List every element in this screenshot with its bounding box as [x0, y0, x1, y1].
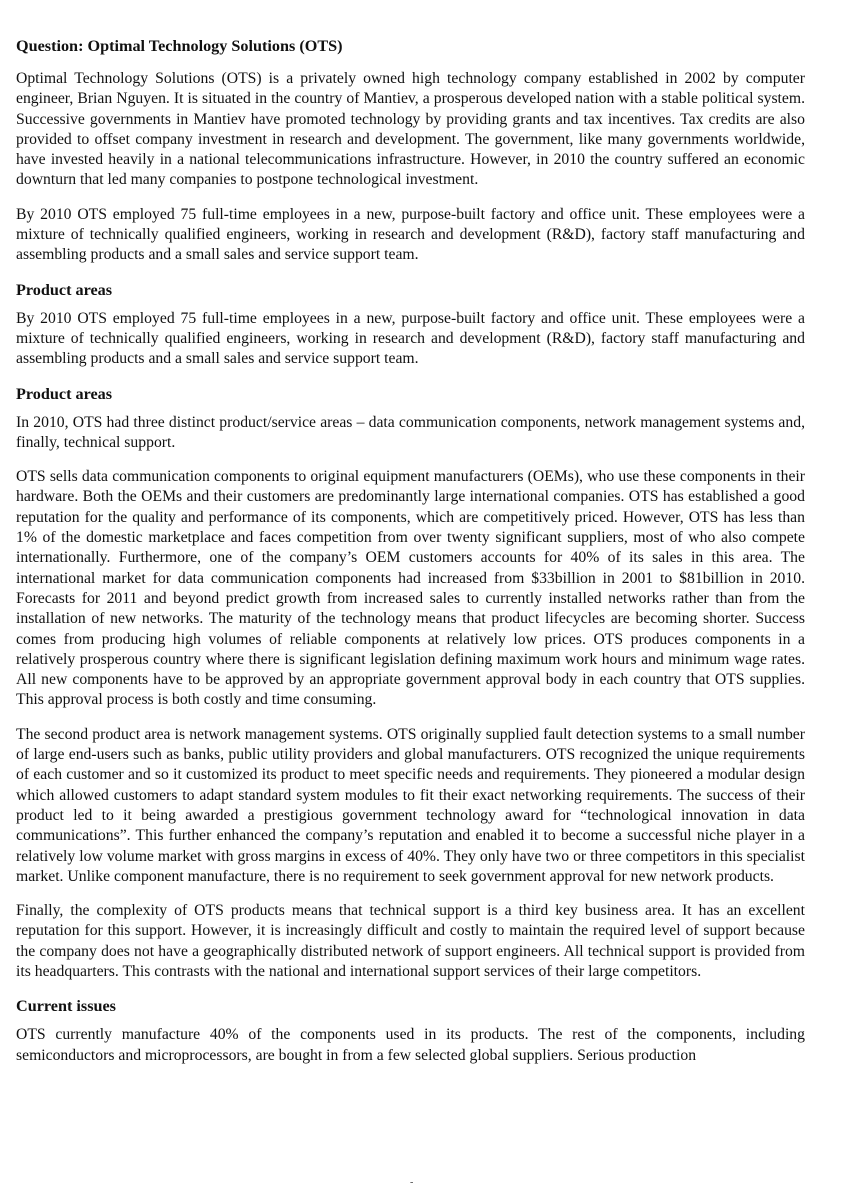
intro-paragraph-1: Optimal Technology Solutions (OTS) is a privately owned high technology company established in 2002 by computer engineer, Brian Nguyen. It is situated in the country of Mantiev, a prosperous developed nation with a stable political system. Successive governments in Mantiev have promoted technology by providing grants and tax incentives. Tax credits are also provided to offset company investment in research and development. The government, like many governments worldwide, have invested heavily in a national telecommunications infrastructure. However, in 2010 the country suffered an economic downturn that led many companies to postpone technological investment. — [16, 70, 805, 189]
product-areas-paragraph-network-systems: The second product area is network management systems. OTS originally supplied fault detection systems to a small number of large end-users such as banks, public utility providers and global manufacturers. OTS recognized the unique requirements of each customer and so it customized its product to meet specific needs and requirements. They pioneered a modular design which allowed customers to adapt standard system modules to fit their exact networking requirements. The success of their product led to it being awarded a prestigious government technology award for “technological innovation in data communications”. This further enhanced the company’s reputation and enabled it to become a successful niche player in a relatively low volume market with gross margins in excess of 40%. They only have two or three competitors in this specialist market. Unlike component manufacture, there is no requirement to seek government approval for new network products. — [16, 725, 805, 885]
intro-paragraph-2: By 2010 OTS employed 75 full-time employees in a new, purpose-built factory and office unit. These employees were a mixture of technically qualified engineers, working in research and development (R&D), factory staff manufacturing and assembling products and a small sales and service support team. — [16, 205, 805, 264]
section-heading-product-areas-1: Product areas — [16, 280, 113, 299]
document-page — [16, 36, 805, 1080]
section-heading-product-areas-2: Product areas — [16, 384, 113, 403]
product-areas-paragraph-1: By 2010 OTS employed 75 full-time employees in a new, purpose-built factory and office unit. These employees were a mixture of technically qualified engineers, working in research and development (R&D), factory staff manufacturing and assembling products and a small sales and service support team. — [16, 309, 805, 368]
page-number-mark: - — [410, 1177, 414, 1188]
section-heading-current-issues: Current issues — [16, 997, 116, 1016]
current-issues-paragraph-1: OTS currently manufacture 40% of the components used in its products. The rest of the components, including semiconductors and microprocessors, are bought in from a few selected global suppliers. Serious production — [16, 1026, 805, 1064]
page-title: Question: Optimal Technology Solutions (OTS) — [16, 37, 343, 55]
product-areas-paragraph-technical-support: Finally, the complexity of OTS products means that technical support is a third key business area. It has an excellent reputation for this support. However, it is increasingly difficult and costly to maintain the required level of support because the company does not have a geographically distributed network of support engineers. All technical support is provided from its headquarters. This contrasts with the national and international support services of their large competitors. — [16, 902, 805, 980]
product-areas-paragraph-overview: In 2010, OTS had three distinct product/service areas – data communication components, network management systems and, finally, technical support. — [16, 413, 805, 451]
product-areas-paragraph-components: OTS sells data communication components to original equipment manufacturers (OEMs), who use these components in their hardware. Both the OEMs and their customers are predominantly large international companies. OTS has established a good reputation for the quality and performance of its components, which are competitively priced. However, OTS has less than 1% of the domestic marketplace and faces competition from over twenty significant suppliers, most of who also compete internationally. Furthermore, one of the company’s OEM customers accounts for 40% of its sales in this area. The international market for data communication components had increased from $33billion in 2001 to $81billion in 2010. Forecasts for 2011 and beyond predict growth from increased sales to currently installed networks rather than from the installation of new networks. The maturity of the technology means that product lifecycles are becoming shorter. Success comes from producing high volumes of reliable components at relatively low prices. OTS produces components in a relatively prosperous country where there is significant legislation defining maximum work hours and minimum wage rates. All new components have to be approved by an appropriate government approval body in each country that OTS supplies. This approval process is both costly and time consuming. — [16, 468, 805, 709]
